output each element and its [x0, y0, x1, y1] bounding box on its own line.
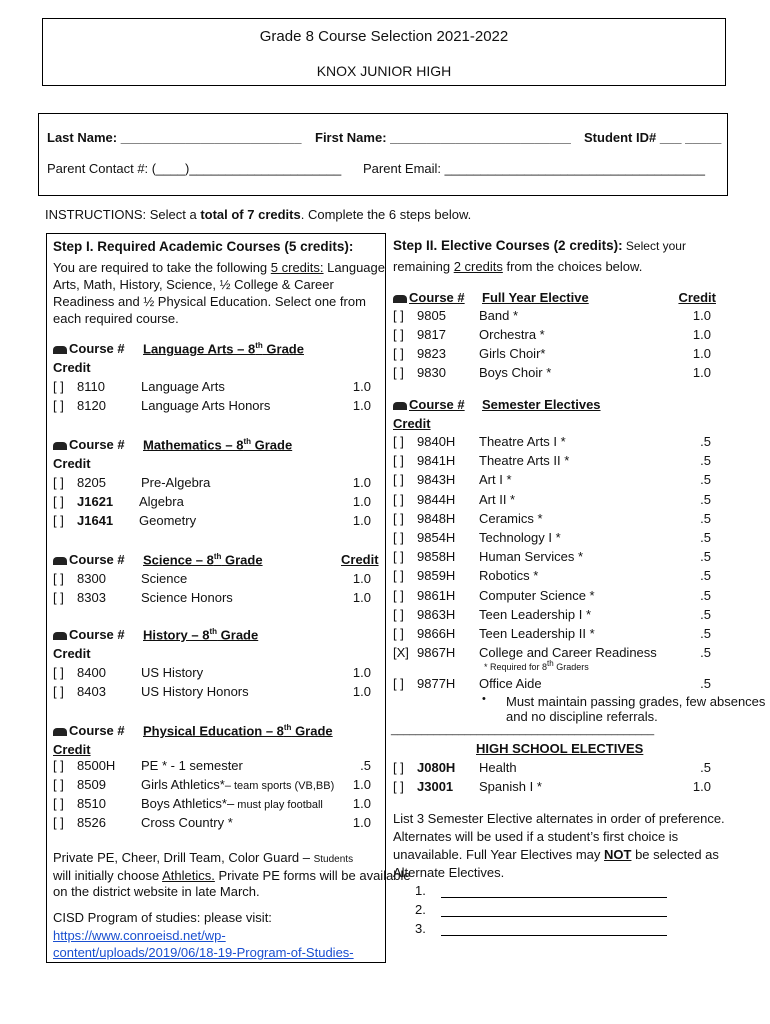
- checkbox[interactable]: [ ]: [53, 475, 64, 490]
- course-code: 9863H: [417, 606, 456, 622]
- alternate-number: 2.: [415, 902, 426, 917]
- course-row[interactable]: [393, 492, 719, 511]
- checkbox[interactable]: [ ]: [53, 398, 64, 413]
- course-title: Cross Country *: [141, 815, 233, 830]
- course-row[interactable]: [393, 308, 719, 327]
- grad-cap-icon: [53, 346, 67, 354]
- credit-header: Credit: [53, 360, 91, 375]
- first-name-field[interactable]: _________________________: [390, 130, 571, 145]
- course-row[interactable]: [393, 511, 719, 530]
- step2-desc: remaining 2 credits from the choices below.: [393, 259, 643, 274]
- course-title: Pre-Algebra: [141, 475, 211, 490]
- student-info-box: [38, 113, 728, 196]
- course-code: 8205: [77, 475, 106, 490]
- course-title: Algebra: [139, 494, 184, 509]
- hs-electives-header: HIGH SCHOOL ELECTIVES: [476, 741, 644, 756]
- course-credit: .5: [700, 510, 711, 526]
- alternate-number: 3.: [415, 921, 426, 936]
- program-label: CISD Program of studies: please visit:: [53, 910, 272, 925]
- course-code: 9877H: [417, 676, 456, 691]
- course-title: Robotics *: [479, 568, 539, 584]
- checkbox[interactable]: [ ]: [393, 510, 404, 526]
- checkbox[interactable]: [ ]: [393, 327, 404, 342]
- grad-cap-icon: [53, 442, 67, 450]
- checkbox[interactable]: [ ]: [393, 779, 404, 794]
- course-row[interactable]: [393, 530, 719, 549]
- course-credit: .5: [700, 549, 711, 565]
- course-code: 9817: [417, 327, 446, 342]
- course-title: Teen Leadership I *: [479, 606, 592, 622]
- grad-cap-icon: [393, 402, 407, 410]
- checkbox[interactable]: [ ]: [393, 365, 404, 380]
- course-credit: 1.0: [352, 379, 371, 394]
- checkbox[interactable]: [ ]: [393, 626, 404, 641]
- course-title: Human Services *: [479, 549, 584, 565]
- course-credit: 1.0: [352, 494, 371, 509]
- course-row[interactable]: [393, 327, 719, 346]
- course-credit: 1.0: [352, 665, 371, 680]
- course-row[interactable]: [393, 434, 719, 453]
- step1-desc-4: each required course.: [53, 311, 179, 326]
- course-row[interactable]: [53, 590, 379, 609]
- course-row[interactable]: [393, 588, 719, 607]
- course-header: Course #: [53, 437, 125, 452]
- course-code: 9861H: [417, 587, 456, 603]
- course-row[interactable]: [53, 665, 379, 684]
- checkbox[interactable]: [ ]: [393, 434, 404, 449]
- course-row[interactable]: [53, 494, 379, 513]
- course-header: Course #: [393, 290, 465, 305]
- course-code: 9859H: [417, 568, 456, 584]
- course-header: Course #: [53, 627, 125, 642]
- course-code: 9823: [417, 346, 446, 361]
- step2-area: [388, 233, 766, 963]
- alternates-desc-3: unavailable. Full Year Electives may NOT be selected as: [393, 847, 719, 862]
- course-title: Ceramics *: [479, 510, 543, 526]
- checkbox[interactable]: [ ]: [393, 472, 404, 488]
- course-header: Course #: [53, 552, 125, 567]
- checkbox[interactable]: [ ]: [393, 676, 404, 691]
- course-header: Course #: [393, 397, 465, 412]
- credit-header: Credit: [341, 552, 379, 567]
- course-credit: .5: [700, 472, 711, 488]
- course-code: J080H: [417, 760, 456, 775]
- course-title: Girls Choir*: [479, 346, 546, 361]
- checkbox[interactable]: [ ]: [53, 494, 64, 509]
- credit-header: Credit: [393, 416, 431, 431]
- credit-header: Credit: [53, 742, 91, 757]
- course-row[interactable]: [53, 475, 379, 494]
- checkbox[interactable]: [ ]: [53, 777, 64, 792]
- course-credit: 1.0: [352, 398, 371, 413]
- course-title: Computer Science *: [479, 587, 595, 603]
- parent-contact-field[interactable]: Parent Contact #: (____)_____________________: [47, 161, 342, 176]
- step1-box: [46, 233, 411, 963]
- course-title: Spanish I *: [479, 779, 542, 794]
- course-row[interactable]: [393, 779, 719, 798]
- course-title: Teen Leadership II *: [479, 626, 595, 641]
- section-title: Semester Electives: [482, 397, 601, 412]
- step2-title: Step II. Elective Courses (2 credits): Select your: [393, 238, 686, 253]
- course-credit: .5: [700, 760, 711, 775]
- last-name-field[interactable]: _________________________: [120, 130, 302, 145]
- form-title: Grade 8 Course Selection 2021-2022: [259, 28, 509, 45]
- course-code: 9841H: [417, 453, 456, 469]
- checkbox[interactable]: [ ]: [393, 568, 404, 584]
- course-row[interactable]: [393, 607, 719, 626]
- instructions: INSTRUCTIONS: Select a total of 7 credits. Complete the 6 steps below.: [45, 207, 472, 222]
- course-code: 8526: [77, 815, 106, 830]
- course-code: 8400: [77, 665, 106, 680]
- bullet-dot: •: [482, 693, 486, 705]
- grad-cap-icon: [53, 632, 67, 640]
- aide-requirement-2: and no discipline referrals.: [506, 709, 658, 724]
- course-credit: .5: [700, 587, 711, 603]
- course-title: Art I *: [479, 472, 512, 488]
- checkbox[interactable]: [ ]: [393, 491, 404, 507]
- course-row[interactable]: [53, 815, 379, 834]
- course-code: 8510: [77, 796, 106, 811]
- alternate-number: 1.: [415, 883, 426, 898]
- section-title: Language Arts – 8th Grade: [143, 341, 304, 357]
- alternates-desc-2: Alternates will be used if a student’s first choice is: [393, 829, 679, 844]
- checkbox[interactable]: [ ]: [53, 379, 64, 394]
- course-credit: 1.0: [692, 365, 711, 380]
- course-code: 9843H: [417, 472, 456, 488]
- course-note: – team sports (VB,BB): [224, 780, 335, 792]
- course-credit: 1.0: [692, 346, 711, 361]
- course-credit: 1.0: [352, 796, 371, 811]
- required-note: * Required for 8th Graders: [484, 659, 589, 672]
- course-code: 9805: [417, 308, 446, 323]
- checkbox[interactable]: [ ]: [53, 665, 64, 680]
- course-row[interactable]: [53, 796, 379, 815]
- course-row[interactable]: [393, 760, 719, 779]
- course-row[interactable]: [53, 379, 379, 398]
- course-title: Language Arts: [141, 379, 225, 394]
- course-credit: .5: [700, 676, 711, 691]
- not-emphasis: NOT: [604, 847, 632, 862]
- section-title: Full Year Elective: [482, 290, 589, 305]
- alternate-field[interactable]: [441, 897, 667, 898]
- course-credit: 1.0: [692, 327, 711, 342]
- course-credit: 1.0: [352, 475, 371, 490]
- aide-requirement: Must maintain passing grades, few absences: [506, 694, 766, 709]
- checkbox[interactable]: [ ]: [393, 308, 404, 323]
- grad-cap-icon: [393, 295, 407, 303]
- course-title: PE * - 1 semester: [141, 758, 243, 773]
- course-row[interactable]: [393, 626, 719, 645]
- course-code: J3001: [417, 779, 454, 794]
- section-title: Physical Education – 8th Grade: [143, 723, 333, 739]
- course-code: 8403: [77, 684, 106, 699]
- private-pe-note: Private PE, Cheer, Drill Team, Color Guard – Students: [53, 850, 354, 865]
- checkbox[interactable]: [ ]: [53, 758, 64, 773]
- course-code: 9848H: [417, 510, 456, 526]
- course-row[interactable]: [393, 472, 719, 491]
- checkbox[interactable]: [ ]: [393, 346, 404, 361]
- course-code: 9840H: [417, 434, 456, 449]
- course-row[interactable]: [393, 453, 719, 472]
- course-credit: .5: [700, 626, 711, 641]
- course-row[interactable]: [393, 676, 719, 695]
- course-credit: 1.0: [352, 684, 371, 699]
- checkbox[interactable]: [ ]: [393, 760, 404, 775]
- alternate-field[interactable]: [441, 916, 667, 917]
- course-row[interactable]: [393, 549, 719, 568]
- private-pe-note-3: on the district website in late March.: [53, 884, 260, 899]
- course-title: Geometry: [139, 513, 197, 528]
- step1-desc-3: Readiness and ½ Physical Education. Select one from: [53, 294, 366, 309]
- student-id-field[interactable]: ___ _____: [659, 130, 722, 145]
- header-box: [42, 18, 726, 86]
- course-credit: 1.0: [352, 571, 371, 586]
- private-pe-note-2: will initially choose Athletics. Private PE forms will be available: [53, 868, 411, 883]
- course-title: Band *: [479, 308, 519, 323]
- checkbox[interactable]: [ ]: [53, 815, 64, 830]
- course-row[interactable]: [53, 571, 379, 590]
- course-credit: .5: [700, 568, 711, 584]
- credit-header: Credit: [53, 646, 91, 661]
- course-credit: 1.0: [692, 308, 711, 323]
- course-credit: .5: [700, 530, 711, 545]
- course-title: Boys Choir *: [479, 365, 552, 380]
- course-credit: .5: [700, 491, 711, 507]
- course-credit: .5: [360, 758, 371, 773]
- course-title: Art II *: [479, 491, 516, 507]
- checkbox[interactable]: [ ]: [53, 590, 64, 605]
- first-name-label: First Name:: [315, 130, 391, 145]
- course-code: 9830: [417, 365, 446, 380]
- course-code: 8500H: [77, 758, 116, 773]
- checkbox[interactable]: [ ]: [53, 796, 64, 811]
- course-code: 8300: [77, 571, 106, 586]
- checkbox[interactable]: [ ]: [393, 606, 404, 622]
- course-header: Course #: [53, 723, 125, 738]
- course-title: Boys Athletics*– must play football: [141, 796, 323, 811]
- course-title: Theatre Arts II *: [479, 453, 570, 469]
- checkbox[interactable]: [X]: [393, 645, 409, 661]
- checkbox[interactable]: [ ]: [393, 453, 404, 469]
- course-code: 9844H: [417, 491, 456, 507]
- course-row[interactable]: [53, 777, 379, 796]
- checkbox[interactable]: [ ]: [53, 684, 64, 699]
- course-credit: 1.0: [352, 513, 371, 528]
- grad-cap-icon: [53, 557, 67, 565]
- course-header: Course #: [53, 341, 125, 356]
- alternates-desc: List 3 Semester Elective alternates in order of preference.: [393, 811, 725, 826]
- section-title: Mathematics – 8th Grade: [143, 437, 293, 453]
- course-code: 8120: [77, 398, 106, 413]
- course-note: must play football: [234, 799, 323, 811]
- checkbox[interactable]: [ ]: [53, 571, 64, 586]
- course-code: 9867H: [417, 645, 456, 661]
- course-title: Theatre Arts I *: [479, 434, 566, 449]
- course-title: Girls Athletics*– team sports (VB,BB): [141, 777, 335, 792]
- course-row[interactable]: [393, 568, 719, 587]
- grad-cap-icon: [53, 728, 67, 736]
- divider: ___________________________________________: [391, 724, 655, 736]
- course-code: J1641: [77, 513, 114, 528]
- credit-header: Credit: [678, 290, 716, 305]
- course-credit: 1.0: [692, 779, 711, 794]
- course-code: 8509: [77, 777, 106, 792]
- course-credit: .5: [700, 606, 711, 622]
- course-title: Health: [479, 760, 517, 775]
- course-credit: .5: [700, 645, 711, 661]
- parent-email-field[interactable]: Parent Email: ____________________________________: [363, 161, 705, 176]
- course-row[interactable]: [53, 398, 379, 417]
- step1-desc-2: Arts, Math, History, Science, ½ College & Career: [53, 277, 334, 292]
- course-credit: .5: [700, 434, 711, 449]
- course-credit: .5: [700, 453, 711, 469]
- course-row[interactable]: [53, 684, 379, 703]
- course-row[interactable]: [393, 346, 719, 365]
- course-title: Technology I *: [479, 530, 561, 545]
- step1-desc: You are required to take the following 5 credits: Language: [53, 260, 385, 275]
- course-title: College and Career Readiness: [479, 645, 657, 661]
- section-title: History – 8th Grade: [143, 627, 259, 643]
- checkbox[interactable]: [ ]: [393, 549, 404, 565]
- course-row[interactable]: [53, 513, 379, 532]
- course-row[interactable]: [53, 758, 379, 777]
- credit-header: Credit: [53, 456, 91, 471]
- program-link-2[interactable]: content/uploads/2019/06/18-19-Program-of-Studies-: [53, 945, 354, 960]
- step1-title: Step I. Required Academic Courses (5 credits):: [53, 239, 354, 254]
- course-title: Science: [141, 571, 188, 586]
- course-credit: 1.0: [352, 777, 371, 792]
- course-row[interactable]: [393, 365, 719, 384]
- course-code: 9858H: [417, 549, 456, 565]
- course-code: 8110: [77, 379, 105, 394]
- alternate-field[interactable]: [441, 935, 667, 936]
- alternates-desc-4: Alternate Electives.: [393, 865, 505, 880]
- checkbox[interactable]: [ ]: [393, 530, 404, 545]
- course-code: 9854H: [417, 530, 456, 545]
- school-name: KNOX JUNIOR HIGH: [316, 63, 452, 79]
- course-code: 9866H: [417, 626, 456, 641]
- course-title: Orchestra *: [479, 327, 545, 342]
- course-title: US History: [141, 665, 204, 680]
- course-title: Office Aide: [479, 676, 542, 691]
- last-name-label: Last Name:: [47, 130, 121, 145]
- course-credit: 1.0: [352, 590, 371, 605]
- student-id-label: Student ID#: [584, 130, 660, 145]
- checkbox[interactable]: [ ]: [393, 587, 404, 603]
- course-credit: 1.0: [352, 815, 371, 830]
- checkbox[interactable]: [ ]: [53, 513, 64, 528]
- course-title: Science Honors: [141, 590, 233, 605]
- course-code: J1621: [77, 494, 114, 509]
- course-title: Language Arts Honors: [141, 398, 271, 413]
- section-title: Science – 8th Grade: [143, 552, 263, 568]
- program-link[interactable]: https://www.conroeisd.net/wp-: [53, 928, 226, 943]
- course-code: 8303: [77, 590, 106, 605]
- course-title: US History Honors: [141, 684, 249, 699]
